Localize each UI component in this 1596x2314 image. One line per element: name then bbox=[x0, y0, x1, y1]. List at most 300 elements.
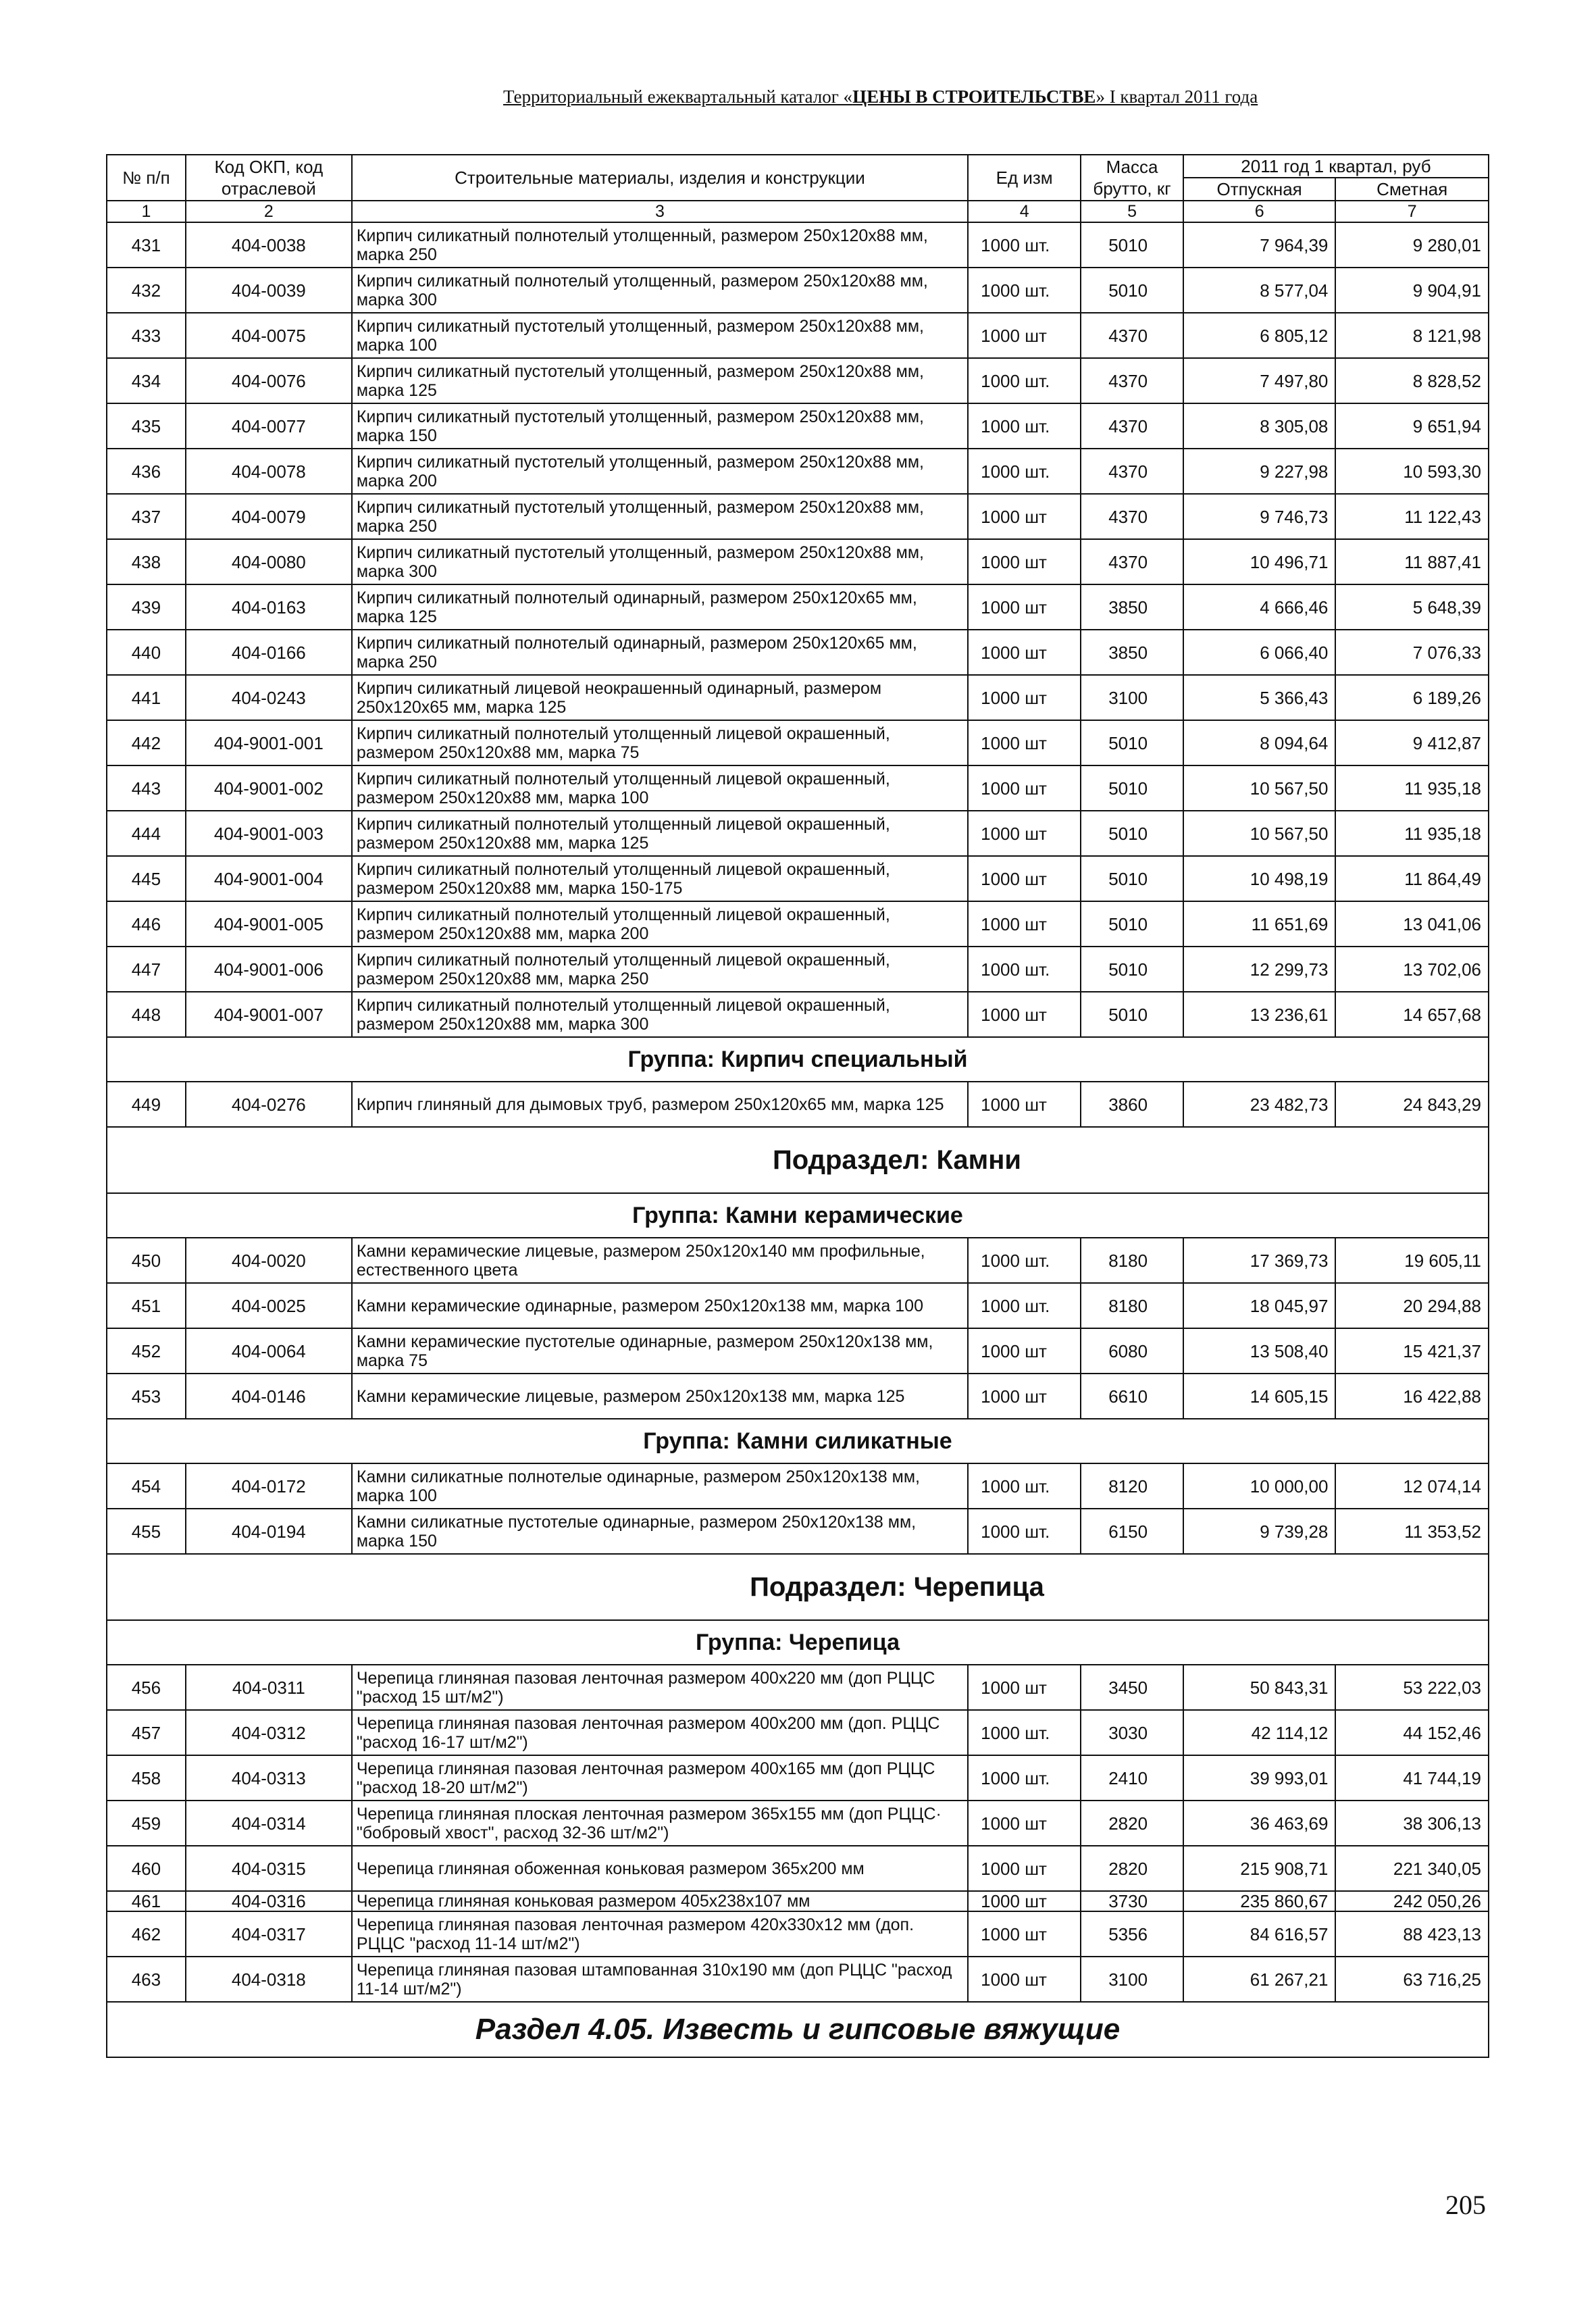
price-table bbox=[106, 154, 1489, 2058]
table-row bbox=[107, 1238, 1489, 1283]
release-price: 7 964,39 bbox=[1183, 222, 1336, 268]
material-name: Кирпич силикатный пустотелый утолщенный, размером 250х120х88 мм, марка 200 bbox=[352, 449, 968, 494]
material-name: Кирпич силикатный полнотелый утолщенный лицевой окрашенный, размером 250х120х88 мм, марка 300 bbox=[352, 992, 968, 1037]
row-number: 439 bbox=[107, 584, 186, 630]
row-number: 454 bbox=[107, 1463, 186, 1509]
material-name: Кирпич силикатный полнотелый утолщенный лицевой окрашенный, размером 250х120х88 мм, марка 150-175 bbox=[352, 856, 968, 901]
row-number: 447 bbox=[107, 947, 186, 992]
material-name: Кирпич силикатный полнотелый одинарный, размером 250х120х65 мм, марка 125 bbox=[352, 584, 968, 630]
table-row bbox=[107, 1665, 1489, 1710]
unit-of-measure: 1000 шт bbox=[968, 1911, 1081, 1957]
okp-code: 404-0314 bbox=[186, 1801, 352, 1846]
release-price: 17 369,73 bbox=[1183, 1238, 1336, 1283]
okp-code: 404-0163 bbox=[186, 584, 352, 630]
estimate-price: 6 189,26 bbox=[1335, 675, 1489, 720]
section-row bbox=[107, 2002, 1489, 2057]
okp-code: 404-0311 bbox=[186, 1665, 352, 1710]
estimate-price: 13 702,06 bbox=[1335, 947, 1489, 992]
unit-of-measure: 1000 шт. bbox=[968, 268, 1081, 313]
estimate-price: 38 306,13 bbox=[1335, 1801, 1489, 1846]
release-price: 6 805,12 bbox=[1183, 313, 1336, 358]
gross-mass: 3100 bbox=[1081, 1957, 1183, 2002]
col-header-mass: Масса брутто, кг bbox=[1081, 155, 1183, 201]
col-header-code: Код ОКП, код отраслевой bbox=[186, 155, 352, 201]
okp-code: 404-9001-007 bbox=[186, 992, 352, 1037]
section-title: Раздел 4.05. Известь и гипсовые вяжущие bbox=[107, 2002, 1489, 2057]
release-price: 39 993,01 bbox=[1183, 1755, 1336, 1801]
estimate-price: 8 121,98 bbox=[1335, 313, 1489, 358]
gross-mass: 3850 bbox=[1081, 584, 1183, 630]
material-name: Камни керамические лицевые, размером 250х120х140 мм профильные, естественного цвета bbox=[352, 1238, 968, 1283]
unit-of-measure: 1000 шт bbox=[968, 1374, 1081, 1419]
material-name: Кирпич силикатный полнотелый утолщенный лицевой окрашенный, размером 250х120х88 мм, марка 75 bbox=[352, 720, 968, 765]
material-name: Камни силикатные полнотелые одинарные, размером 250х120х138 мм, марка 100 bbox=[352, 1463, 968, 1509]
material-name: Кирпич силикатный лицевой неокрашенный одинарный, размером 250х120х65 мм, марка 125 bbox=[352, 675, 968, 720]
estimate-price: 11 887,41 bbox=[1335, 539, 1489, 584]
subsection-row bbox=[107, 1127, 1489, 1193]
estimate-price: 11 122,43 bbox=[1335, 494, 1489, 539]
gross-mass: 5356 bbox=[1081, 1911, 1183, 1957]
row-number: 462 bbox=[107, 1911, 186, 1957]
header-suffix: » I квартал 2011 года bbox=[1096, 86, 1258, 107]
okp-code: 404-9001-001 bbox=[186, 720, 352, 765]
estimate-price: 9 651,94 bbox=[1335, 403, 1489, 449]
row-number: 461 bbox=[107, 1891, 186, 1911]
material-name: Кирпич силикатный пустотелый утолщенный, размером 250х120х88 мм, марка 125 bbox=[352, 358, 968, 403]
unit-of-measure: 1000 шт. bbox=[968, 947, 1081, 992]
row-number: 437 bbox=[107, 494, 186, 539]
gross-mass: 4370 bbox=[1081, 539, 1183, 584]
okp-code: 404-0064 bbox=[186, 1328, 352, 1374]
group-title: Группа: Камни силикатные bbox=[107, 1419, 1489, 1463]
row-number: 432 bbox=[107, 268, 186, 313]
gross-mass: 3860 bbox=[1081, 1082, 1183, 1127]
unit-of-measure: 1000 шт bbox=[968, 630, 1081, 675]
gross-mass: 5010 bbox=[1081, 268, 1183, 313]
unit-of-measure: 1000 шт bbox=[968, 494, 1081, 539]
estimate-price: 11 353,52 bbox=[1335, 1509, 1489, 1554]
catalog-header bbox=[503, 86, 1483, 107]
unit-of-measure: 1000 шт. bbox=[968, 1283, 1081, 1328]
table-row bbox=[107, 539, 1489, 584]
okp-code: 404-9001-004 bbox=[186, 856, 352, 901]
table-row bbox=[107, 1911, 1489, 1957]
table-row bbox=[107, 992, 1489, 1037]
unit-of-measure: 1000 шт bbox=[968, 992, 1081, 1037]
unit-of-measure: 1000 шт bbox=[968, 1891, 1081, 1911]
release-price: 50 843,31 bbox=[1183, 1665, 1336, 1710]
material-name: Кирпич силикатный пустотелый утолщенный, размером 250х120х88 мм, марка 100 bbox=[352, 313, 968, 358]
unit-of-measure: 1000 шт bbox=[968, 1082, 1081, 1127]
col-index: 4 bbox=[968, 201, 1081, 222]
estimate-price: 88 423,13 bbox=[1335, 1911, 1489, 1957]
table-row bbox=[107, 947, 1489, 992]
estimate-price: 221 340,05 bbox=[1335, 1846, 1489, 1891]
okp-code: 404-0080 bbox=[186, 539, 352, 584]
gross-mass: 3850 bbox=[1081, 630, 1183, 675]
row-number: 450 bbox=[107, 1238, 186, 1283]
okp-code: 404-9001-006 bbox=[186, 947, 352, 992]
unit-of-measure: 1000 шт. bbox=[968, 358, 1081, 403]
group-row bbox=[107, 1037, 1489, 1082]
unit-of-measure: 1000 шт bbox=[968, 539, 1081, 584]
group-row bbox=[107, 1419, 1489, 1463]
unit-of-measure: 1000 шт bbox=[968, 584, 1081, 630]
gross-mass: 5010 bbox=[1081, 856, 1183, 901]
row-number: 433 bbox=[107, 313, 186, 358]
gross-mass: 3030 bbox=[1081, 1710, 1183, 1755]
gross-mass: 5010 bbox=[1081, 992, 1183, 1037]
material-name: Камни керамические пустотелые одинарные, размером 250х120х138 мм, марка 75 bbox=[352, 1328, 968, 1374]
table-row bbox=[107, 1283, 1489, 1328]
col-index: 1 bbox=[107, 201, 186, 222]
release-price: 4 666,46 bbox=[1183, 584, 1336, 630]
estimate-price: 53 222,03 bbox=[1335, 1665, 1489, 1710]
material-name: Кирпич силикатный пустотелый утолщенный, размером 250х120х88 мм, марка 150 bbox=[352, 403, 968, 449]
release-price: 11 651,69 bbox=[1183, 901, 1336, 947]
table-row bbox=[107, 358, 1489, 403]
subsection-title: Подраздел: Черепица bbox=[107, 1554, 1489, 1620]
okp-code: 404-0020 bbox=[186, 1238, 352, 1283]
okp-code: 404-0038 bbox=[186, 222, 352, 268]
release-price: 14 605,15 bbox=[1183, 1374, 1336, 1419]
gross-mass: 6080 bbox=[1081, 1328, 1183, 1374]
row-number: 440 bbox=[107, 630, 186, 675]
table-row bbox=[107, 1801, 1489, 1846]
unit-of-measure: 1000 шт bbox=[968, 765, 1081, 811]
estimate-price: 44 152,46 bbox=[1335, 1710, 1489, 1755]
material-name: Кирпич силикатный полнотелый утолщенный лицевой окрашенный, размером 250х120х88 мм, марка 200 bbox=[352, 901, 968, 947]
release-price: 61 267,21 bbox=[1183, 1957, 1336, 2002]
estimate-price: 7 076,33 bbox=[1335, 630, 1489, 675]
material-name: Кирпич силикатный полнотелый утолщенный лицевой окрашенный, размером 250х120х88 мм, марка 100 bbox=[352, 765, 968, 811]
okp-code: 404-0172 bbox=[186, 1463, 352, 1509]
unit-of-measure: 1000 шт bbox=[968, 720, 1081, 765]
table-row bbox=[107, 584, 1489, 630]
okp-code: 404-0194 bbox=[186, 1509, 352, 1554]
table-row bbox=[107, 856, 1489, 901]
table-row bbox=[107, 222, 1489, 268]
unit-of-measure: 1000 шт bbox=[968, 1846, 1081, 1891]
gross-mass: 3100 bbox=[1081, 675, 1183, 720]
release-price: 6 066,40 bbox=[1183, 630, 1336, 675]
material-name: Черепица глиняная обоженная коньковая размером 365х200 мм bbox=[352, 1846, 968, 1891]
okp-code: 404-0078 bbox=[186, 449, 352, 494]
okp-code: 404-9001-002 bbox=[186, 765, 352, 811]
table-row bbox=[107, 449, 1489, 494]
gross-mass: 8120 bbox=[1081, 1463, 1183, 1509]
row-number: 463 bbox=[107, 1957, 186, 2002]
release-price: 10 567,50 bbox=[1183, 811, 1336, 856]
col-index: 3 bbox=[352, 201, 968, 222]
table-row bbox=[107, 720, 1489, 765]
table-row bbox=[107, 1846, 1489, 1891]
col-index: 7 bbox=[1335, 201, 1489, 222]
table-row bbox=[107, 1710, 1489, 1755]
row-number: 452 bbox=[107, 1328, 186, 1374]
row-number: 448 bbox=[107, 992, 186, 1037]
group-title: Группа: Камни керамические bbox=[107, 1193, 1489, 1238]
gross-mass: 3730 bbox=[1081, 1891, 1183, 1911]
row-number: 434 bbox=[107, 358, 186, 403]
unit-of-measure: 1000 шт bbox=[968, 675, 1081, 720]
release-price: 13 236,61 bbox=[1183, 992, 1336, 1037]
okp-code: 404-0243 bbox=[186, 675, 352, 720]
estimate-price: 24 843,29 bbox=[1335, 1082, 1489, 1127]
release-price: 9 227,98 bbox=[1183, 449, 1336, 494]
gross-mass: 3450 bbox=[1081, 1665, 1183, 1710]
table-row bbox=[107, 1509, 1489, 1554]
estimate-price: 19 605,11 bbox=[1335, 1238, 1489, 1283]
estimate-price: 11 935,18 bbox=[1335, 765, 1489, 811]
release-price: 12 299,73 bbox=[1183, 947, 1336, 992]
col-header-name: Строительные материалы, изделия и конструкции bbox=[352, 155, 968, 201]
row-number: 457 bbox=[107, 1710, 186, 1755]
gross-mass: 2820 bbox=[1081, 1801, 1183, 1846]
okp-code: 404-0075 bbox=[186, 313, 352, 358]
unit-of-measure: 1000 шт bbox=[968, 1801, 1081, 1846]
okp-code: 404-0079 bbox=[186, 494, 352, 539]
estimate-price: 10 593,30 bbox=[1335, 449, 1489, 494]
estimate-price: 9 280,01 bbox=[1335, 222, 1489, 268]
gross-mass: 5010 bbox=[1081, 947, 1183, 992]
gross-mass: 4370 bbox=[1081, 358, 1183, 403]
table-row bbox=[107, 811, 1489, 856]
estimate-price: 242 050,26 bbox=[1335, 1891, 1489, 1911]
gross-mass: 2410 bbox=[1081, 1755, 1183, 1801]
table-row bbox=[107, 630, 1489, 675]
material-name: Камни силикатные пустотелые одинарные, размером 250х120х138 мм, марка 150 bbox=[352, 1509, 968, 1554]
okp-code: 404-0166 bbox=[186, 630, 352, 675]
material-name: Черепица глиняная пазовая ленточная размером 420х330х12 мм (доп. РЦЦС "расход 11-14 шт/м2") bbox=[352, 1911, 968, 1957]
unit-of-measure: 1000 шт. bbox=[968, 222, 1081, 268]
estimate-price: 8 828,52 bbox=[1335, 358, 1489, 403]
row-number: 443 bbox=[107, 765, 186, 811]
okp-code: 404-0276 bbox=[186, 1082, 352, 1127]
table-row bbox=[107, 1957, 1489, 2002]
estimate-price: 14 657,68 bbox=[1335, 992, 1489, 1037]
okp-code: 404-9001-005 bbox=[186, 901, 352, 947]
estimate-price: 11 864,49 bbox=[1335, 856, 1489, 901]
okp-code: 404-0146 bbox=[186, 1374, 352, 1419]
estimate-price: 9 412,87 bbox=[1335, 720, 1489, 765]
okp-code: 404-0077 bbox=[186, 403, 352, 449]
col-header-num: № п/п bbox=[107, 155, 186, 201]
okp-code: 404-0312 bbox=[186, 1710, 352, 1755]
col-header-release: Отпускная bbox=[1183, 178, 1336, 201]
release-price: 10 498,19 bbox=[1183, 856, 1336, 901]
subsection-row bbox=[107, 1554, 1489, 1620]
gross-mass: 4370 bbox=[1081, 449, 1183, 494]
release-price: 10 000,00 bbox=[1183, 1463, 1336, 1509]
row-number: 438 bbox=[107, 539, 186, 584]
table-row bbox=[107, 403, 1489, 449]
okp-code: 404-9001-003 bbox=[186, 811, 352, 856]
release-price: 13 508,40 bbox=[1183, 1328, 1336, 1374]
gross-mass: 5010 bbox=[1081, 222, 1183, 268]
material-name: Кирпич силикатный пустотелый утолщенный, размером 250х120х88 мм, марка 250 bbox=[352, 494, 968, 539]
release-price: 84 616,57 bbox=[1183, 1911, 1336, 1957]
col-header-estimate: Сметная bbox=[1335, 178, 1489, 201]
gross-mass: 5010 bbox=[1081, 765, 1183, 811]
row-number: 456 bbox=[107, 1665, 186, 1710]
row-number: 458 bbox=[107, 1755, 186, 1801]
release-price: 8 577,04 bbox=[1183, 268, 1336, 313]
table-row bbox=[107, 675, 1489, 720]
row-number: 446 bbox=[107, 901, 186, 947]
gross-mass: 4370 bbox=[1081, 313, 1183, 358]
okp-code: 404-0039 bbox=[186, 268, 352, 313]
table-row bbox=[107, 1328, 1489, 1374]
table-row bbox=[107, 1891, 1489, 1911]
unit-of-measure: 1000 шт bbox=[968, 1957, 1081, 2002]
group-row bbox=[107, 1193, 1489, 1238]
okp-code: 404-0315 bbox=[186, 1846, 352, 1891]
release-price: 215 908,71 bbox=[1183, 1846, 1336, 1891]
material-name: Кирпич силикатный полнотелый утолщенный, размером 250х120х88 мм, марка 300 bbox=[352, 268, 968, 313]
col-header-period: 2011 год 1 квартал, руб bbox=[1183, 155, 1489, 178]
okp-code: 404-0025 bbox=[186, 1283, 352, 1328]
release-price: 36 463,69 bbox=[1183, 1801, 1336, 1846]
material-name: Кирпич силикатный полнотелый утолщенный лицевой окрашенный, размером 250х120х88 мм, марка 250 bbox=[352, 947, 968, 992]
unit-of-measure: 1000 шт bbox=[968, 856, 1081, 901]
header-brand: ЦЕНЫ В СТРОИТЕЛЬСТВЕ bbox=[852, 86, 1096, 107]
release-price: 10 496,71 bbox=[1183, 539, 1336, 584]
row-number: 453 bbox=[107, 1374, 186, 1419]
table-row bbox=[107, 313, 1489, 358]
group-row bbox=[107, 1620, 1489, 1665]
release-price: 10 567,50 bbox=[1183, 765, 1336, 811]
row-number: 442 bbox=[107, 720, 186, 765]
unit-of-measure: 1000 шт bbox=[968, 313, 1081, 358]
row-number: 441 bbox=[107, 675, 186, 720]
table-row bbox=[107, 494, 1489, 539]
material-name: Камни керамические лицевые, размером 250х120х138 мм, марка 125 bbox=[352, 1374, 968, 1419]
table-row bbox=[107, 1082, 1489, 1127]
unit-of-measure: 1000 шт. bbox=[968, 1755, 1081, 1801]
gross-mass: 4370 bbox=[1081, 494, 1183, 539]
material-name: Кирпич силикатный полнотелый одинарный, размером 250х120х65 мм, марка 250 bbox=[352, 630, 968, 675]
unit-of-measure: 1000 шт bbox=[968, 1328, 1081, 1374]
header-row-1 bbox=[107, 155, 1489, 178]
release-price: 235 860,67 bbox=[1183, 1891, 1336, 1911]
unit-of-measure: 1000 шт. bbox=[968, 1710, 1081, 1755]
estimate-price: 12 074,14 bbox=[1335, 1463, 1489, 1509]
okp-code: 404-0316 bbox=[186, 1891, 352, 1911]
table-body bbox=[107, 222, 1489, 2057]
estimate-price: 13 041,06 bbox=[1335, 901, 1489, 947]
gross-mass: 6610 bbox=[1081, 1374, 1183, 1419]
release-price: 23 482,73 bbox=[1183, 1082, 1336, 1127]
release-price: 42 114,12 bbox=[1183, 1710, 1336, 1755]
col-index: 2 bbox=[186, 201, 352, 222]
subsection-title: Подраздел: Камни bbox=[107, 1127, 1489, 1193]
material-name: Кирпич силикатный пустотелый утолщенный, размером 250х120х88 мм, марка 300 bbox=[352, 539, 968, 584]
unit-of-measure: 1000 шт. bbox=[968, 403, 1081, 449]
col-index: 6 bbox=[1183, 201, 1336, 222]
table-row bbox=[107, 765, 1489, 811]
estimate-price: 63 716,25 bbox=[1335, 1957, 1489, 2002]
unit-of-measure: 1000 шт bbox=[968, 1665, 1081, 1710]
material-name: Черепица глиняная пазовая ленточная размером 400х220 мм (доп РЦЦС "расход 15 шт/м2") bbox=[352, 1665, 968, 1710]
material-name: Черепица глиняная плоская ленточная размером 365х155 мм (доп РЦЦС· "бобровый хвост", расход 32-36 шт/м2") bbox=[352, 1801, 968, 1846]
table-row bbox=[107, 1755, 1489, 1801]
group-title: Группа: Кирпич специальный bbox=[107, 1037, 1489, 1082]
row-number: 455 bbox=[107, 1509, 186, 1554]
unit-of-measure: 1000 шт. bbox=[968, 1509, 1081, 1554]
material-name: Кирпич силикатный полнотелый утолщенный, размером 250х120х88 мм, марка 250 bbox=[352, 222, 968, 268]
table-row bbox=[107, 268, 1489, 313]
row-number: 431 bbox=[107, 222, 186, 268]
gross-mass: 8180 bbox=[1081, 1238, 1183, 1283]
header-prefix: Территориальный ежеквартальный каталог « bbox=[503, 86, 853, 107]
group-title: Группа: Черепица bbox=[107, 1620, 1489, 1665]
material-name: Черепица глиняная коньковая размером 405х238х107 мм bbox=[352, 1891, 968, 1911]
release-price: 7 497,80 bbox=[1183, 358, 1336, 403]
row-number: 444 bbox=[107, 811, 186, 856]
gross-mass: 2820 bbox=[1081, 1846, 1183, 1891]
gross-mass: 5010 bbox=[1081, 901, 1183, 947]
gross-mass: 5010 bbox=[1081, 811, 1183, 856]
estimate-price: 16 422,88 bbox=[1335, 1374, 1489, 1419]
gross-mass: 8180 bbox=[1081, 1283, 1183, 1328]
unit-of-measure: 1000 шт. bbox=[968, 449, 1081, 494]
estimate-price: 9 904,91 bbox=[1335, 268, 1489, 313]
estimate-price: 5 648,39 bbox=[1335, 584, 1489, 630]
material-name: Черепица глиняная пазовая штампованная 310х190 мм (доп РЦЦС "расход 11-14 шт/м2") bbox=[352, 1957, 968, 2002]
material-name: Кирпич глиняный для дымовых труб, размером 250х120х65 мм, марка 125 bbox=[352, 1082, 968, 1127]
col-index: 5 bbox=[1081, 201, 1183, 222]
column-index-row bbox=[107, 201, 1489, 222]
row-number: 435 bbox=[107, 403, 186, 449]
col-header-unit: Ед изм bbox=[968, 155, 1081, 201]
release-price: 9 746,73 bbox=[1183, 494, 1336, 539]
estimate-price: 11 935,18 bbox=[1335, 811, 1489, 856]
material-name: Черепица глиняная пазовая ленточная размером 400х165 мм (доп РЦЦС "расход 18-20 шт/м2") bbox=[352, 1755, 968, 1801]
table-row bbox=[107, 901, 1489, 947]
row-number: 451 bbox=[107, 1283, 186, 1328]
row-number: 460 bbox=[107, 1846, 186, 1891]
gross-mass: 6150 bbox=[1081, 1509, 1183, 1554]
release-price: 9 739,28 bbox=[1183, 1509, 1336, 1554]
unit-of-measure: 1000 шт. bbox=[968, 1463, 1081, 1509]
row-number: 459 bbox=[107, 1801, 186, 1846]
table-row bbox=[107, 1374, 1489, 1419]
okp-code: 404-0076 bbox=[186, 358, 352, 403]
release-price: 8 094,64 bbox=[1183, 720, 1336, 765]
material-name: Камни керамические одинарные, размером 250х120х138 мм, марка 100 bbox=[352, 1283, 968, 1328]
material-name: Кирпич силикатный полнотелый утолщенный лицевой окрашенный, размером 250х120х88 мм, марка 125 bbox=[352, 811, 968, 856]
row-number: 445 bbox=[107, 856, 186, 901]
page-number: 205 bbox=[1445, 2190, 1486, 2220]
gross-mass: 4370 bbox=[1081, 403, 1183, 449]
release-price: 8 305,08 bbox=[1183, 403, 1336, 449]
okp-code: 404-0318 bbox=[186, 1957, 352, 2002]
gross-mass: 5010 bbox=[1081, 720, 1183, 765]
unit-of-measure: 1000 шт bbox=[968, 901, 1081, 947]
estimate-price: 20 294,88 bbox=[1335, 1283, 1489, 1328]
row-number: 449 bbox=[107, 1082, 186, 1127]
unit-of-measure: 1000 шт. bbox=[968, 1238, 1081, 1283]
okp-code: 404-0317 bbox=[186, 1911, 352, 1957]
okp-code: 404-0313 bbox=[186, 1755, 352, 1801]
row-number: 436 bbox=[107, 449, 186, 494]
material-name: Черепица глиняная пазовая ленточная размером 400х200 мм (доп. РЦЦС "расход 16-17 шт/м2") bbox=[352, 1710, 968, 1755]
release-price: 5 366,43 bbox=[1183, 675, 1336, 720]
unit-of-measure: 1000 шт bbox=[968, 811, 1081, 856]
estimate-price: 41 744,19 bbox=[1335, 1755, 1489, 1801]
estimate-price: 15 421,37 bbox=[1335, 1328, 1489, 1374]
